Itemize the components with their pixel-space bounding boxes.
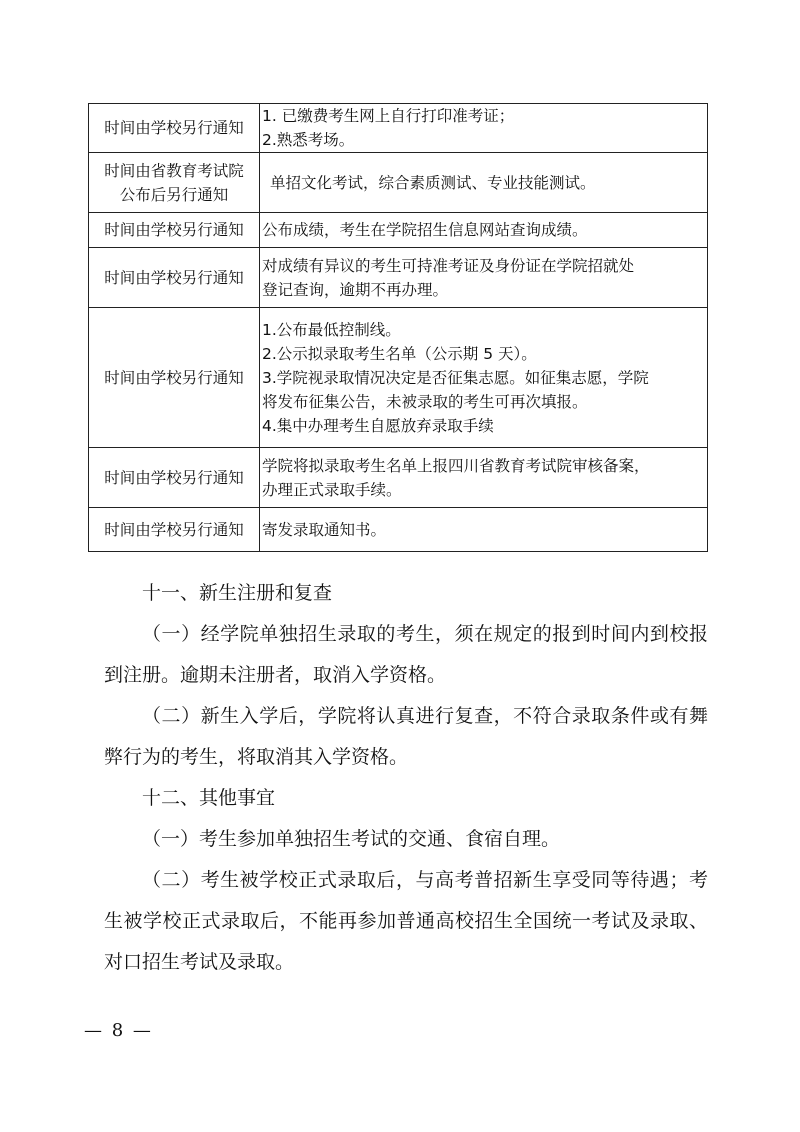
table-row [89,153,708,213]
content-cell: 1.公布最低控制线。 2.公示拟录取考生名单（公示期 5 天）。 3.学院视录取情况决定是否征集志愿。如征集志愿，学院 将发布征集公告，未被录取的考生可再次填报。 4.集中办理考生自愿放弃录取手续 [260,308,708,448]
time-cell: 时间由学校另行通知 [89,448,260,508]
section-heading: 十二、其他事宜 [142,787,276,809]
table-row [89,104,708,153]
content-cell: 1. 已缴费考生网上自行打印准考证； 2.熟悉考场。 [260,104,708,153]
body-text [104,573,708,983]
table-row [89,448,708,508]
content-cell: 单招文化考试，综合素质测试、专业技能测试。 [260,153,708,213]
content-cell: 对成绩有异议的考生可持准考证及身份证在学院招就处 登记查询，逾期不再办理。 [260,248,708,308]
content-cell: 寄发录取通知书。 [260,508,708,552]
section-heading: 十一、新生注册和复查 [142,582,333,604]
table-row [89,248,708,308]
time-cell: 时间由学校另行通知 [89,213,260,248]
time-cell: 时间由学校另行通知 [89,104,260,153]
schedule-table [88,103,708,552]
time-cell: 时间由学校另行通知 [89,248,260,308]
time-cell: 时间由省教育考试院 公布后另行通知 [89,153,260,213]
table-row [89,213,708,248]
paragraph: （二）新生入学后，学院将认真进行复查，不符合录取条件或有舞弊行为的考生，将取消其入学资格。 [104,705,708,768]
table-row [89,508,708,552]
content-cell: 公布成绩，考生在学院招生信息网站查询成绩。 [260,213,708,248]
paragraph: （二）考生被学校正式录取后，与高考普招新生享受同等待遇；考生被学校正式录取后，不能再参加普通高校招生全国统一考试及录取、对口招生考试及录取。 [104,869,708,973]
time-cell: 时间由学校另行通知 [89,308,260,448]
page-number: — 8 — [84,1020,153,1041]
paragraph: （一）经学院单独招生录取的考生，须在规定的报到时间内到校报到注册。逾期未注册者，取消入学资格。 [104,623,708,686]
table-row [89,308,708,448]
paragraph: （一）考生参加单独招生考试的交通、食宿自理。 [142,828,561,850]
time-cell: 时间由学校另行通知 [89,508,260,552]
content-cell: 学院将拟录取考生名单上报四川省教育考试院审核备案， 办理正式录取手续。 [260,448,708,508]
